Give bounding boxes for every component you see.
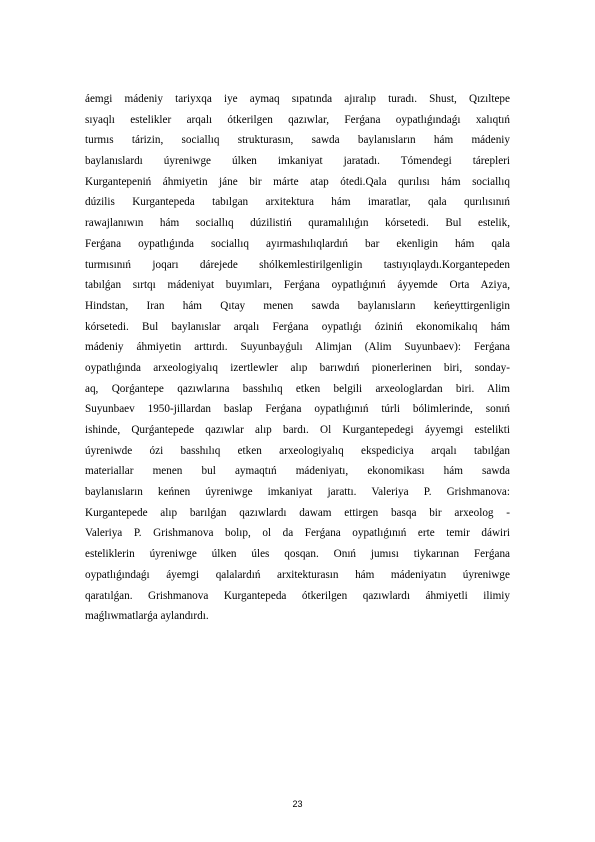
text-line: Hindstan, Iran hám Qıtay menen sawda baylanısların keńeyttirgenligin (85, 299, 510, 312)
text-line: ishinde, Qurǵantepede qazıwlar alıp bardı. Ol Kurgantepedegi áyyemgi estelikti (85, 424, 510, 436)
text-line: mádeniy áhmiyetin arttırdı. Suyunbayǵulı Alimjan (Alim Suyunbaev): Ferǵana (85, 341, 510, 354)
page-number: 23 (292, 799, 303, 809)
text-line: maǵlıwmatlarǵa aylandırdı. (85, 610, 209, 623)
text-line: áemgi mádeniy tariyxqa iye aymaq sıpatında ajıralıp turadı. Shust, Qızıltepe (85, 93, 510, 105)
text-line: materiallar menen bul aymaqtıń mádeniyatı, ekonomikası hám sawda (85, 465, 510, 478)
text-line: Kurgantepeniń áhmiyetin jáne bir márte atap ótedi.Qala qurılısı hám sociallıq (85, 175, 510, 188)
text-line: baylanıslardı úyreniwge úlken imkaniyat jaratadı. Tómendegi tárepleri (85, 155, 510, 168)
text-line: sıyaqlı estelikler arqalı ótkerilgen qazıwlar, Ferǵana oypatlıǵındaǵı xalıqtıń (85, 113, 510, 126)
text-line: Suyunbaev 1950-jillardan baslap Ferǵana oypatlıǵınıń túrli bólimlerinde, sonıń (85, 403, 510, 416)
text-line: Ferǵana oypatlıǵında sociallıq ayırmashılıqlardıń bar ekenligin hám qala (85, 237, 510, 250)
body-text (85, 89, 510, 627)
text-line: rawajlanıwın hám sociallıq dúzilistiń quramalılıǵın kórsetedi. Bul estelik, (85, 217, 510, 230)
text-line: turmısınıń joqarı dárejede shólkemlestirilgenligin tastıyıqlaydı.Korgantepeden (85, 258, 510, 271)
text-line: Valeriya P. Grishmanova bolıp, ol da Ferǵana oypatlıǵınıń erte temir dáwiri (85, 527, 510, 540)
text-line: qaratılǵan. Grishmanova Kurgantepeda ótkerilgen qazıwlardı áhmiyetli ilimiy (85, 589, 510, 602)
text-line: aq, Qorǵantepe qazıwlarına basshılıq etken belgili arxeologlardan biri. Alim (85, 382, 510, 395)
text-line: oypatlıǵında arxeologiyalıq izertlewler alıp barıwdıń pionerlerinen biri, sonday- (85, 361, 510, 374)
text-line: dúzilis Kurgantepeda tabılgan arxitektura hám imaratlar, qala qurılısınıń (85, 196, 510, 209)
text-line: tabılǵan sırtqı mádeniyat buyımları, Ferǵana oypatlıǵınıń áyyemde Orta Aziya, (85, 279, 510, 292)
text-line: Kurgantepede alıp barılǵan qazıwlardı dawam ettirgen basqa bir arxeolog - (85, 506, 510, 519)
text-line: turmıs tárizin, sociallıq strukturasın, sawda baylanısların hám mádeniy (85, 134, 510, 147)
text-line: kórsetedi. Bul baylanıslar arqalı Ferǵana oypatlıǵı óziniń ekonomikalıq hám (85, 320, 510, 333)
text-line: úyreniwde ózi basshılıq etken arxeologiyalıq ekspediciya arqalı tabılǵan (85, 444, 510, 457)
text-line: esteliklerin úyreniwge úlken úles qosqan. Onıń jumısı tiykarınan Ferǵana (85, 548, 510, 561)
text-line: baylanısların keńnen úyreniwge imkaniyat jarattı. Valeriya P. Grishmanova: (85, 486, 510, 499)
text-line: oypatlıǵındaǵı áyemgi qalalardıń arxitekturasın hám mádeniyatın úyreniwge (85, 568, 510, 581)
